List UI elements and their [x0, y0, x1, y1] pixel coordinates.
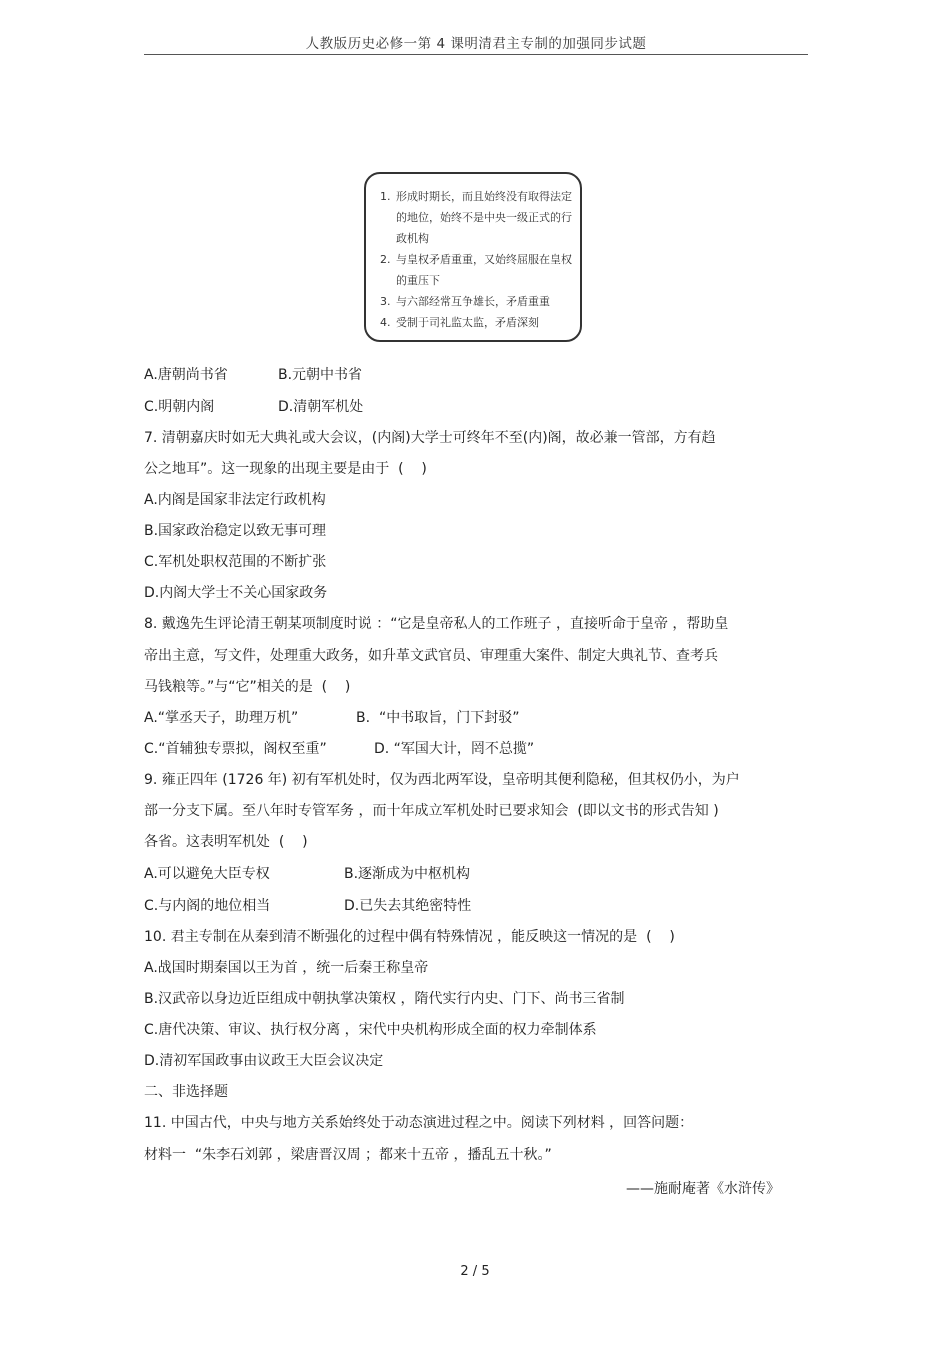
figure-item-text: 的地位，始终不是中央一级正式的行	[396, 211, 572, 224]
q11-stem: 11. 中国古代，中央与地方关系始终处于动态演进过程之中。阅读下列材料 ，回答问题：	[144, 1115, 694, 1131]
q7-option-b: B.国家政治稳定以致无事可理	[144, 523, 327, 539]
figure-item-number: 3.	[380, 295, 391, 308]
figure-item-text: 政机构	[396, 232, 429, 245]
figure-item-line	[380, 207, 572, 228]
figure-item-text: 与皇权矛盾重重，又始终屈服在皇权	[396, 253, 572, 266]
q9-option-a: A.可以避免大臣专权	[144, 866, 270, 882]
q6-option-c: C.明朝内阁	[144, 399, 215, 415]
q8-option-a: A.“掌丞天子，助理万机”	[144, 710, 299, 726]
figure-item-line	[380, 228, 572, 249]
q8-stem-line3: 马钱粮等。”与“它”相关的是 ( )	[144, 679, 351, 695]
q11-material1: 材料一 “朱李石刘郭 ，梁唐晋汉周 ；都来十五帝 ，播乱五十秋。”	[144, 1147, 552, 1163]
q9-stem-line3: 各省。这表明军机处 ( )	[144, 834, 308, 850]
q6-option-d: D.清朝军机处	[278, 399, 364, 415]
figure-item-text: 的重压下	[396, 274, 440, 287]
q9-option-d: D.已失去其绝密特性	[344, 898, 472, 914]
q9-stem-line2: 部一分支下属。至八年时专管军务 ，而十年成立军机处时已要求知会 (即以文书的形式告知 )	[144, 803, 719, 819]
q7-stem-line1: 7. 清朝嘉庆时如无大典礼或大会议，(内阁)大学士可终年不至(内)阁，故必兼一管部，方有趋	[144, 430, 716, 446]
q11-credit: ——施耐庵著《水浒传》	[626, 1181, 780, 1197]
figure-item-line	[380, 291, 572, 312]
q8-option-c: C.“首辅独专票拟，阁权至重”	[144, 741, 327, 757]
figure-item-number: 1.	[380, 190, 391, 203]
q9-option-c: C.与内阁的地位相当	[144, 898, 271, 914]
figure-item-text: 与六部经常互争雄长，矛盾重重	[396, 295, 550, 308]
q9-option-b: B.逐渐成为中枢机构	[344, 866, 471, 882]
q7-option-c: C.军机处职权范围的不断扩张	[144, 554, 327, 570]
q10-option-c: C.唐代决策、审议、执行权分离 ，宋代中央机构形成全面的权力牵制体系	[144, 1022, 597, 1038]
q7-option-d: D.内阁大学士不关心国家政务	[144, 585, 328, 601]
q8-option-b: B. “中书取旨，门下封驳”	[356, 710, 520, 726]
header-divider	[144, 54, 808, 55]
figure-item-line	[380, 312, 572, 333]
page-number: 2 / 5	[460, 1264, 490, 1279]
section-title: 二、非选择题	[144, 1084, 228, 1100]
q10-option-d: D.清初军国政事由议政王大臣会议决定	[144, 1053, 384, 1069]
q7-stem-line2: 公之地耳”。这一现象的出现主要是由于 ( )	[144, 461, 427, 477]
q10-option-b: B.汉武帝以身边近臣组成中朝执掌决策权 ，隋代实行内史、门下、尚书三省制	[144, 991, 625, 1007]
figure-box	[364, 172, 582, 342]
figure-item-line	[380, 270, 572, 291]
q8-option-d: D. “军国大计，罔不总揽”	[374, 741, 535, 757]
figure-item-number: 4.	[380, 316, 391, 329]
figure-item-line	[380, 249, 572, 270]
figure-item-text: 受制于司礼监太监，矛盾深刻	[396, 316, 539, 329]
q6-option-b: B.元朝中书省	[278, 367, 363, 383]
figure-item-text: 形成时期长，而且始终没有取得法定	[396, 190, 572, 203]
q8-stem-line1: 8. 戴逸先生评论清王朝某项制度时说 ：“它是皇帝私人的工作班子 ，直接听命于皇帝 ，帮助皇	[144, 616, 729, 632]
q6-option-a: A.唐朝尚书省	[144, 367, 228, 383]
q9-stem-line1: 9. 雍正四年 (1726 年) 初有军机处时，仅为西北两军设，皇帝明其便利隐秘，但其权仍小，为户	[144, 772, 740, 788]
page-header: 人教版历史必修一第 4 课明清君主专制的加强同步试题	[305, 36, 647, 52]
figure-item-number: 2.	[380, 253, 391, 266]
q8-stem-line2: 帝出主意，写文件，处理重大政务，如升革文武官员、审理重大案件、制定大典礼节、查考兵	[144, 648, 718, 664]
figure-item-line	[380, 186, 572, 207]
q10-option-a: A.战国时期秦国以王为首 ，统一后秦王称皇帝	[144, 960, 429, 976]
q7-option-a: A.内阁是国家非法定行政机构	[144, 492, 326, 508]
q10-stem: 10. 君主专制在从秦到清不断强化的过程中偶有特殊情况 ，能反映这一情况的是 ( )	[144, 929, 675, 945]
